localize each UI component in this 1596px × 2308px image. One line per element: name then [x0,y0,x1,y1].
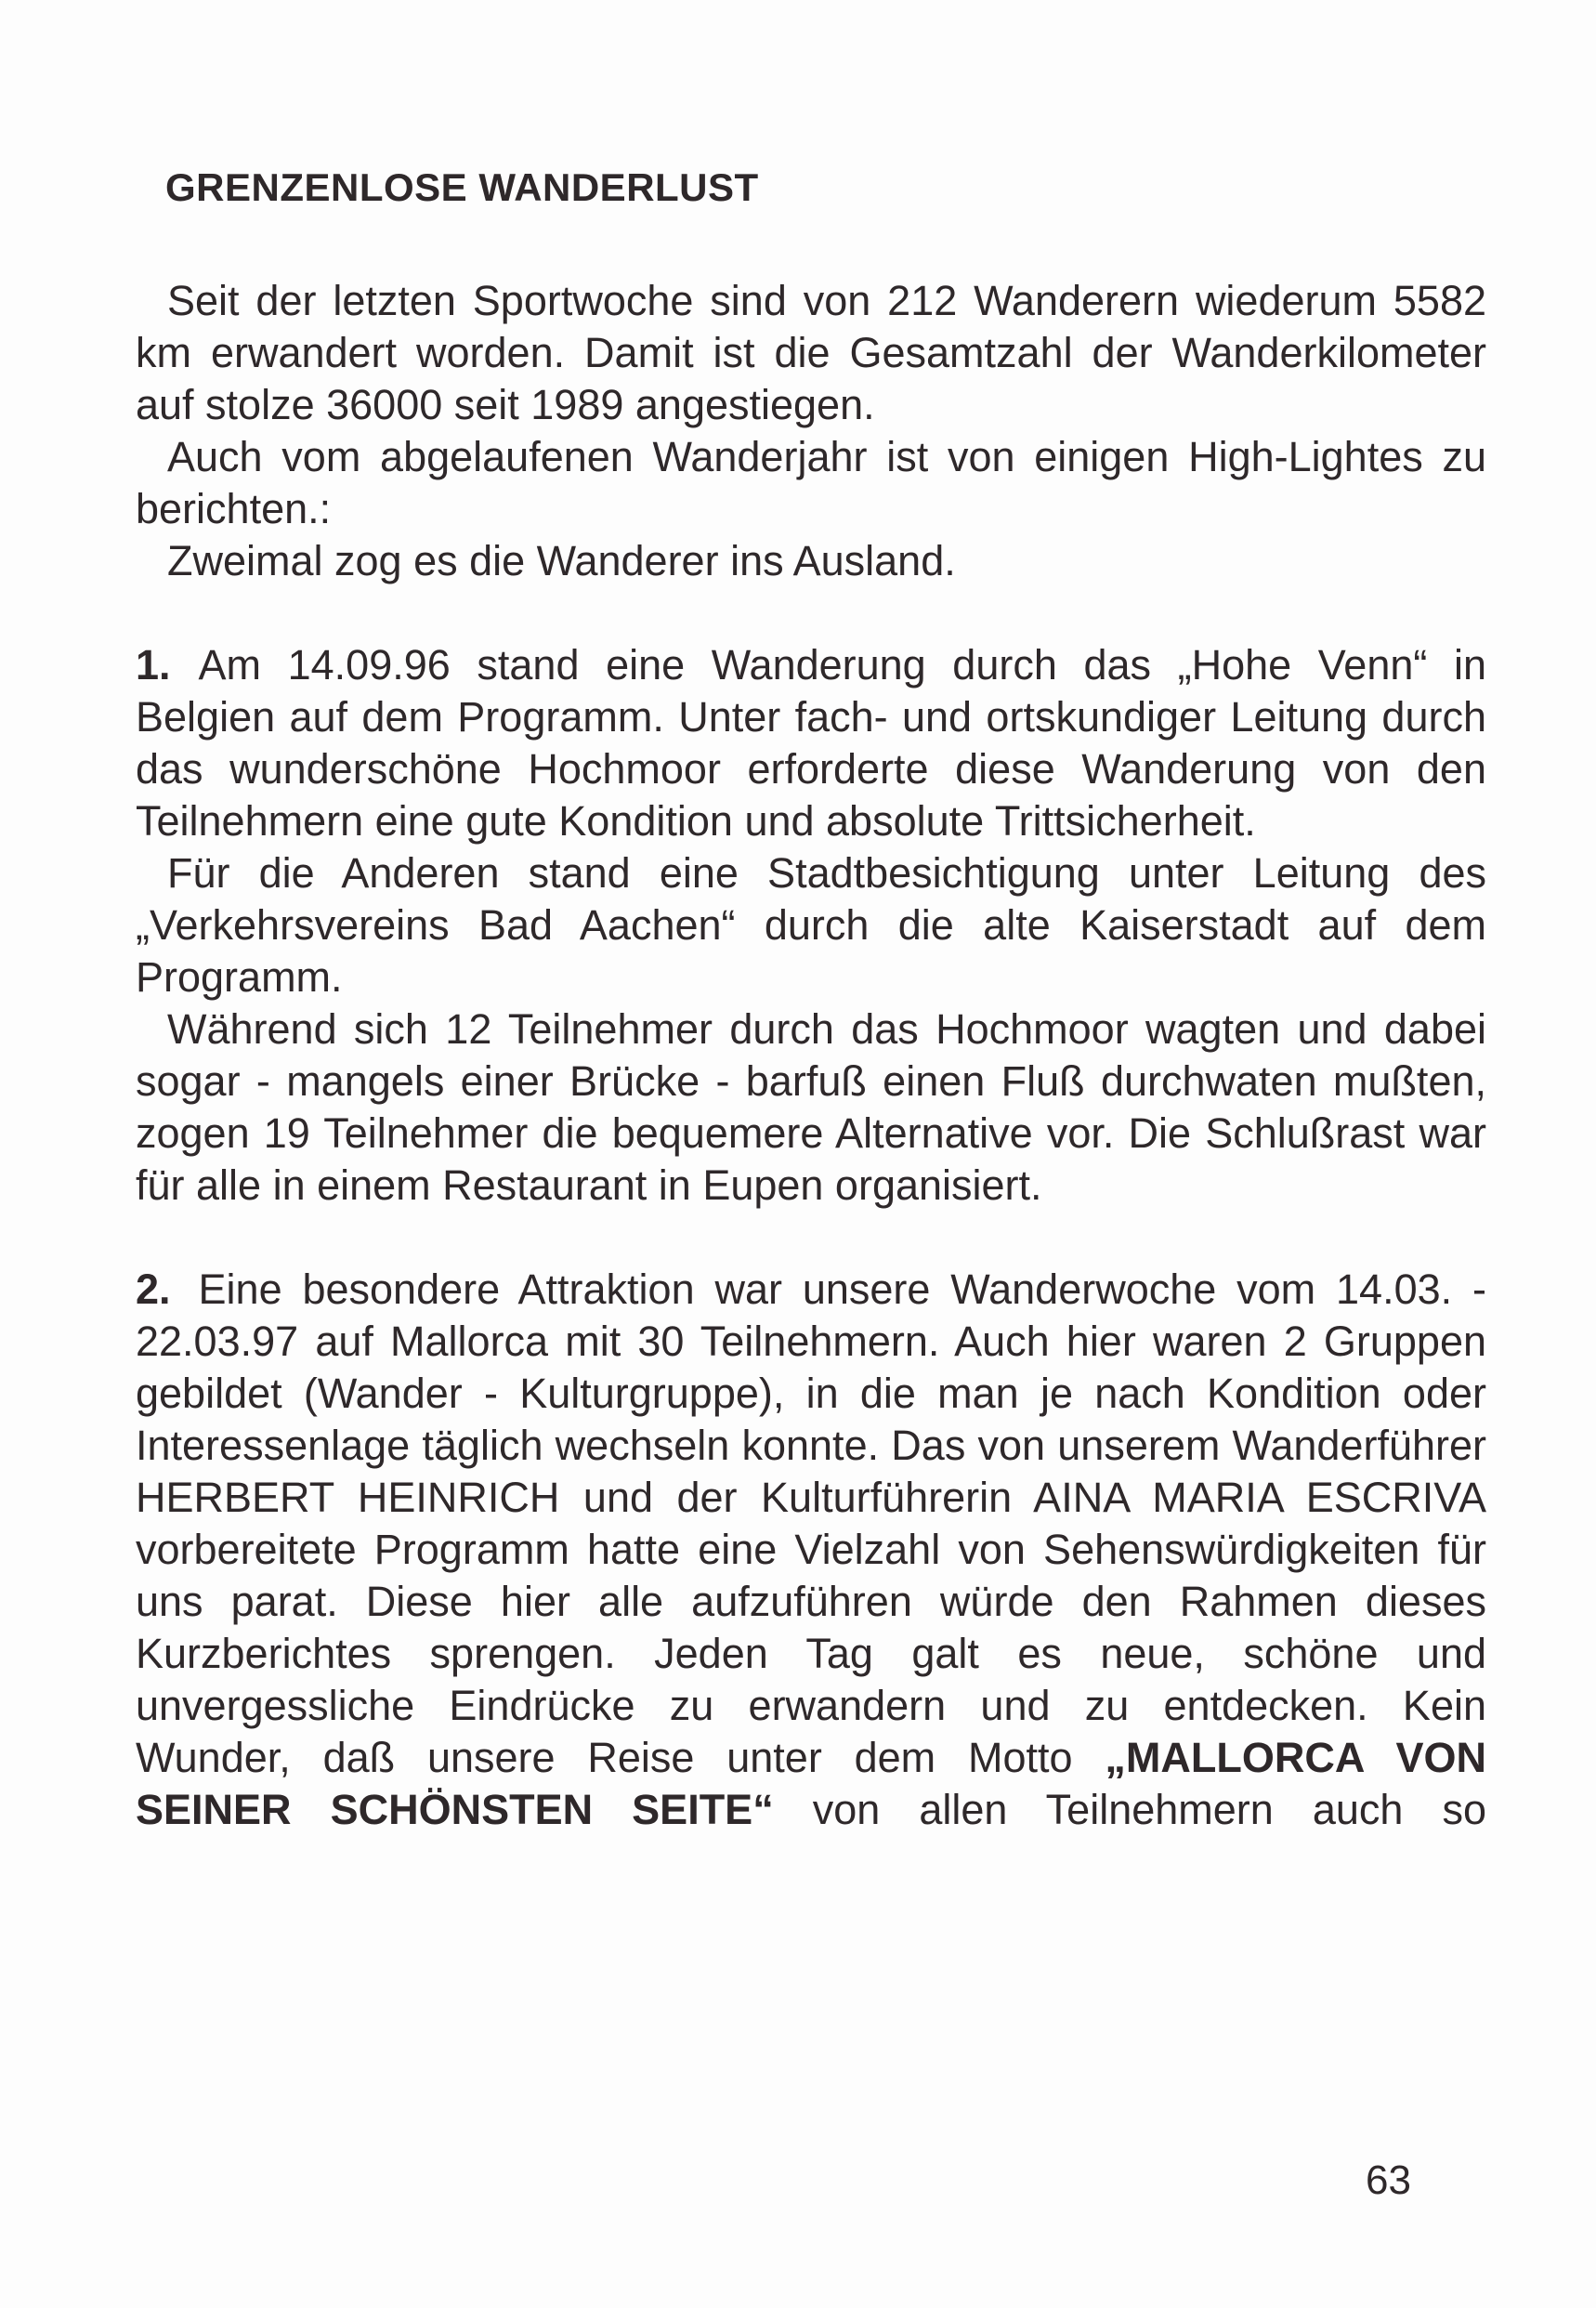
intro-paragraph-2: Auch vom abgelaufenen Wanderjahr ist von einigen High-Lightes zu berichten.: [136,433,1486,532]
page-number: 63 [1366,2157,1411,2203]
section-1-paragraph-2: Für die Anderen stand eine Stadtbesichtigung unter Leitung des „Verkehrsvereins Bad Aachen“ durch die alte Kaiserstadt auf dem Programm. [136,849,1486,1001]
section-1-text: Am 14.09.96 stand eine Wanderung durch das „Hohe Venn“ in Belgien auf dem Programm. Unter fach- und ortskundiger Leitung durch das wunderschöne Hochmoor erforderte diese Wanderung von den Teilnehmern eine gute Kondition und absolute Trittsicherheit. [136,641,1486,845]
intro-paragraph-1: Seit der letzten Sportwoche sind von 212 Wanderern wiederum 5582 km erwandert worden. Damit ist die Gesamtzahl der Wanderkilometer auf stolze 36000 seit 1989 angestiegen. [136,277,1486,428]
section-2-motto: „MALLORCA VON SEINER SCHÖNSTEN SEITE“ [136,1734,1486,1833]
paragraph-gap [136,1212,1486,1264]
section-2-text: Eine besondere Attraktion war unsere Wanderwoche vom 14.03. - 22.03.97 auf Mallorca mit 30 Teilnehmern. Auch hier waren 2 Gruppen gebildet (Wander - Kulturgruppe), in die man je nach Kondition oder Interessenlage täglich wechseln konnte. Das von unserem Wanderführer HERBERT HEINRICH und der Kulturführerin AINA MARIA ESCRIVA vorbereitete Programm hatte eine Vielzahl von Sehenswürdigkeiten für uns parat. Diese hier alle aufzuführen würde den Rahmen dieses Kurzberichtes sprengen. Jeden Tag galt es neue, schöne und unvergessliche Eindrücke zu erwandern und zu entdecken. Kein Wunder, daß unsere Reise unter dem Motto [136,1265,1486,1781]
section-2-number: 2. [136,1265,171,1313]
section-2-tail: von allen Teilnehmern auch so [812,1786,1487,1833]
section-2-paragraph [136,1264,1486,1836]
intro-paragraph-3: Zweimal zog es die Wanderer ins Ausland. [167,537,956,584]
article-heading: GRENZENLOSE WANDERLUST [165,165,759,209]
article-body [136,275,1486,1836]
paragraph-gap [136,587,1486,639]
section-1-paragraph-1 [136,639,1486,847]
section-1-paragraph-3: Während sich 12 Teilnehmer durch das Hochmoor wagten und dabei sogar - mangels einer Brücke - barfuß einen Fluß durchwaten mußten, zogen 19 Teilnehmer die bequemere Alternative vor. Die Schlußrast war für alle in einem Restaurant in Eupen organisiert. [136,1005,1486,1209]
section-1-number: 1. [136,641,171,688]
